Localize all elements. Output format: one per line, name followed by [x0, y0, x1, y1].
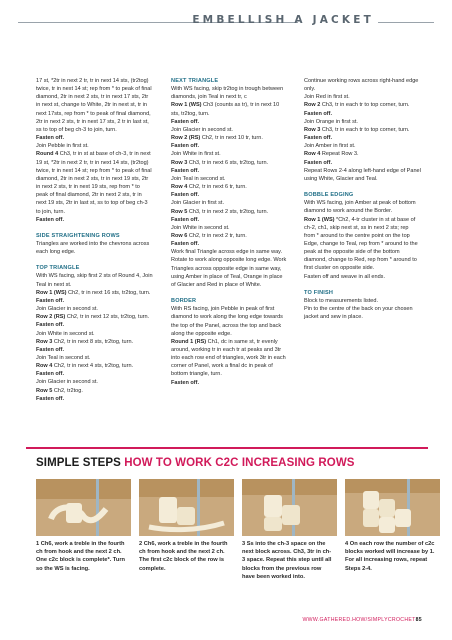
instruction-line: Block to measurements listed.: [304, 297, 378, 304]
instruction-line: Join Pebble in first st.: [36, 143, 89, 150]
step-4-photo: [345, 479, 440, 536]
simple-steps-subtitle: HOW TO WORK C2C INCREASING ROWS: [124, 457, 355, 469]
fasten-off-line: Fasten off.: [171, 216, 200, 223]
step-4-number: 4: [345, 541, 349, 547]
step-4-text: On each row the number of c2c blocks worked will increase by 1. For all increasing rows, repeat Steps 2-4.: [345, 541, 435, 572]
step-1-photo: [36, 479, 131, 536]
instruction-line: 17 st, *2tr in next 2 tr, tr in next 14 sts, (tr2tog) twice, tr in next 14 st; rep from * to peak of final diamond, 2tr in next 2 sts, tr in next 17 sts, 2tr in next st, change to White, 2tr in next st, tr in next 17sts, rep from * to peak of final diamond, 2tr in next 2 sts, tr in next 17 sts, 2 tr in last st, ss to top of beg ch-3 to join, turn.: [36, 78, 152, 133]
fasten-off-line: Fasten off.: [171, 192, 200, 199]
paragraph-gap: [36, 224, 153, 232]
row-label: Row 1 (WS): [36, 289, 67, 296]
instruction-line: Row 4 Ch2, tr in next 6 tr, turn.: [171, 184, 247, 191]
row-label: Row 4: [36, 363, 53, 370]
row-label: Row 3: [36, 338, 53, 345]
instruction-line: Row 1 (WS) *Ch2, 4-tr cluster in st at base of ch-2, ch1, skip next st, ss in next 2 sts; rep from * around to the centre point on the top Edge, change to Teal, rep from * around to the peak at the opposite side of the bottom diamond, change to Red, rep from * around to first cluster on opposite side.: [304, 216, 418, 272]
instruction-line: Join Red in first st.: [304, 94, 350, 101]
instruction-line: Repeat Rows 2-4 along left-hand edge of Panel using White, Glacier and Teal.: [304, 167, 421, 182]
fasten-off-line: Fasten off.: [36, 216, 65, 223]
instruction-line: With RS facing, join Pebble in peak of first diamond to work along the long edge towards the top of the Panel, across the top and back along the opposite edge.: [171, 306, 283, 337]
step-3-photo: [242, 479, 337, 536]
footer-website[interactable]: WWW.GATHERED.HOW/SIMPLYCROCHET: [302, 617, 416, 623]
step-1-caption: [36, 540, 128, 573]
instruction-line: Join Teal in second st.: [171, 175, 226, 182]
fasten-off-line: Fasten off.: [171, 241, 200, 248]
instruction-line: Row 1 (WS) Ch2, tr in next 16 sts, tr2tog, turn.: [36, 289, 151, 296]
section-heading: SIDE STRAIGHTENING ROWS: [36, 232, 120, 239]
row-label: Row 3: [304, 126, 321, 133]
instruction-line: Join Glacier in second st.: [36, 306, 98, 313]
paragraph-gap: [171, 289, 288, 297]
row-label: Row 2: [304, 102, 321, 109]
instruction-line: Join Glacier in second st.: [171, 126, 233, 133]
instruction-line: Work final Triangle across edge in same way. Rotate to work along opposite long edge. Work Triangles across opposite edge in same way, using Amber in place of Teal, Orange in place of Glacier and Red in place of White.: [171, 249, 287, 288]
step-3-number: 3: [242, 541, 246, 547]
page-number: 85: [415, 617, 422, 623]
section-heading: TOP TRIANGLE: [36, 265, 80, 272]
row-label: Round 1 (RS): [171, 338, 207, 345]
header-rule-right: [378, 22, 434, 23]
instruction-line: Row 4 Ch2, tr in next 4 sts, tr2tog, turn.: [36, 363, 134, 370]
fasten-off-line: Fasten off.: [36, 371, 65, 378]
instruction-line: Round 1 (RS) Ch1, dc in same st, tr evenly around, working tr in each tr at peaks and 3tr into each row end of triangles, work 3tr in each corner of Panel, work a final dc in peak of bottom triangle, turn.: [171, 338, 286, 378]
step-2-text: Ch6, work a treble in the fourth ch from hook and the next 2 ch. The first c2c block of the row is complete.: [139, 541, 228, 572]
row-label: Row 2 (RS): [36, 314, 66, 321]
step-1-text: Ch6, work a treble in the fourth ch from hook and the next 2 ch. One c2c block is complete*. Turn so the WS is facing.: [36, 541, 126, 572]
instruction-line: Join White in second st.: [171, 224, 230, 231]
paragraph-gap: [304, 183, 421, 191]
instruction-line: Row 1 (WS) Ch3 (counts as tr), tr in next 10 sts, tr2tog, turn.: [171, 102, 280, 117]
section-heading: TO FINISH: [304, 289, 334, 296]
instruction-line: With WS facing, skip tr2tog in trough between diamonds, join Teal in next tr, c: [171, 86, 284, 101]
instruction-line: Pin to the centre of the back on your chosen jacket and sew in place.: [304, 306, 413, 321]
row-label: Row 1 (WS): [304, 216, 335, 223]
instruction-line: Continue working rows across right-hand edge only.: [304, 78, 419, 93]
instruction-line: Row 5 Ch2, tr2tog.: [36, 387, 83, 394]
text-column-3: [304, 77, 421, 321]
page-footer: [302, 617, 422, 623]
fasten-off-line: Fasten off.: [171, 143, 200, 150]
instruction-line: Join Glacier in second st.: [36, 379, 98, 386]
fasten-off-line: Fasten off.: [304, 135, 333, 142]
instruction-line: Row 2 (RS) Ch2, tr in next 10 tr, turn.: [171, 135, 263, 142]
row-label: Row 5: [36, 387, 53, 394]
row-label: Row 3: [171, 159, 188, 166]
fasten-off-line: Fasten off.: [36, 346, 65, 353]
paragraph-gap: [304, 281, 421, 289]
section-title: EMBELLISH A JACKET: [192, 14, 374, 26]
instruction-line: Join Glacier in first st.: [171, 200, 225, 207]
section-heading: NEXT TRIANGLE: [171, 78, 219, 84]
fasten-off-line: Fasten off.: [171, 379, 200, 386]
instruction-line: Join Amber in first st.: [304, 143, 356, 150]
text-column-2: [171, 77, 288, 387]
step-2-photo: [139, 479, 234, 536]
instruction-line: Row 2 (RS) Ch2, tr in next 12 sts, tr2tog, turn.: [36, 314, 150, 321]
fasten-off-line: Fasten off.: [304, 159, 333, 166]
text-column-1: [36, 77, 153, 403]
row-label: Row 6: [171, 232, 188, 239]
instruction-line: Round 4 Ch3, tr in st at base of ch-3, tr in next 19 st, *2tr in next 2 tr, tr in next 14 sts, (tr2tog) twice, tr in next 14 st; rep from * to peak of final diamond, 2tr in next 2 sts, tr in next 19 sts, 2tr in next 2 sts, tr in next 19 sts, rep from * to peak of final diamond, 2tr in next 2 sts, tr in next 19 sts, 2tr in last st, ss to top of beg ch-3 to join, turn.: [36, 151, 152, 215]
paragraph-gap: [36, 256, 153, 264]
instruction-line: Row 3 Ch3, tr in next 6 sts, tr2tog, turn.: [171, 159, 269, 166]
step-4-caption: [345, 540, 437, 573]
instruction-line: Row 4 Repeat Row 3.: [304, 151, 359, 158]
instruction-line: Join Teal in second st.: [36, 355, 91, 361]
row-label: Row 5: [171, 208, 188, 215]
instruction-line: Row 3 Ch2, tr in next 8 sts, tr2tog, turn.: [36, 338, 134, 345]
instruction-line: Join White in first st.: [171, 151, 221, 158]
fasten-off-line: Fasten off.: [171, 118, 200, 125]
step-3-caption: [242, 540, 334, 581]
step-1-number: 1: [36, 541, 40, 547]
section-heading: BORDER: [171, 298, 197, 305]
fasten-off-line: Fasten off.: [36, 297, 65, 304]
instruction-line: Row 3 Ch3, tr in each tr to top corner, turn.: [304, 126, 410, 133]
instruction-line: With WS facing, skip first 2 sts of Round 4, Join Teal in next st.: [36, 273, 153, 288]
fasten-off-line: Fasten off.: [171, 167, 200, 174]
step-3-text: Ss into the ch-3 space on the next block across. Ch3, 3tr in ch-3 space. Repeat this step until all blocks from the previous row have been worked into.: [242, 541, 332, 580]
row-label: Row 4: [304, 151, 321, 158]
row-label: Round 4: [36, 151, 59, 158]
instruction-line: With WS facing, join Amber at peak of bottom diamond to work around the Border.: [304, 200, 416, 215]
fasten-off-line: Fasten off.: [304, 110, 333, 117]
fasten-off-line: Fasten off.: [36, 395, 65, 402]
fasten-off-line: Fasten off.: [36, 322, 65, 329]
step-2-caption: [139, 540, 231, 573]
instruction-line: Row 6 Ch2, tr in next 2 tr, turn.: [171, 232, 247, 239]
fasten-off-line: Fasten off.: [36, 135, 65, 142]
row-label: Row 1 (WS): [171, 102, 202, 109]
instruction-line: Fasten off and weave in all ends.: [304, 273, 385, 280]
instruction-line: Join Orange in first st.: [304, 118, 358, 125]
simple-steps-label: SIMPLE STEPS: [36, 457, 121, 469]
instruction-line: Join White in second st.: [36, 330, 95, 337]
instruction-line: Triangles are worked into the chevrons across each long edge.: [36, 240, 150, 256]
row-label: Row 2 (RS): [171, 135, 201, 142]
step-2-number: 2: [139, 541, 143, 547]
section-heading: BOBBLE EDGING: [304, 192, 354, 199]
row-label: Row 4: [171, 184, 188, 191]
instruction-line: Row 5 Ch3, tr in next 2 sts, tr2tog, turn.: [171, 208, 269, 215]
page-header: [0, 0, 452, 42]
simple-steps-title: [36, 457, 355, 469]
instruction-line: Row 2 Ch3, tr in each tr to top corner, turn.: [304, 102, 410, 109]
